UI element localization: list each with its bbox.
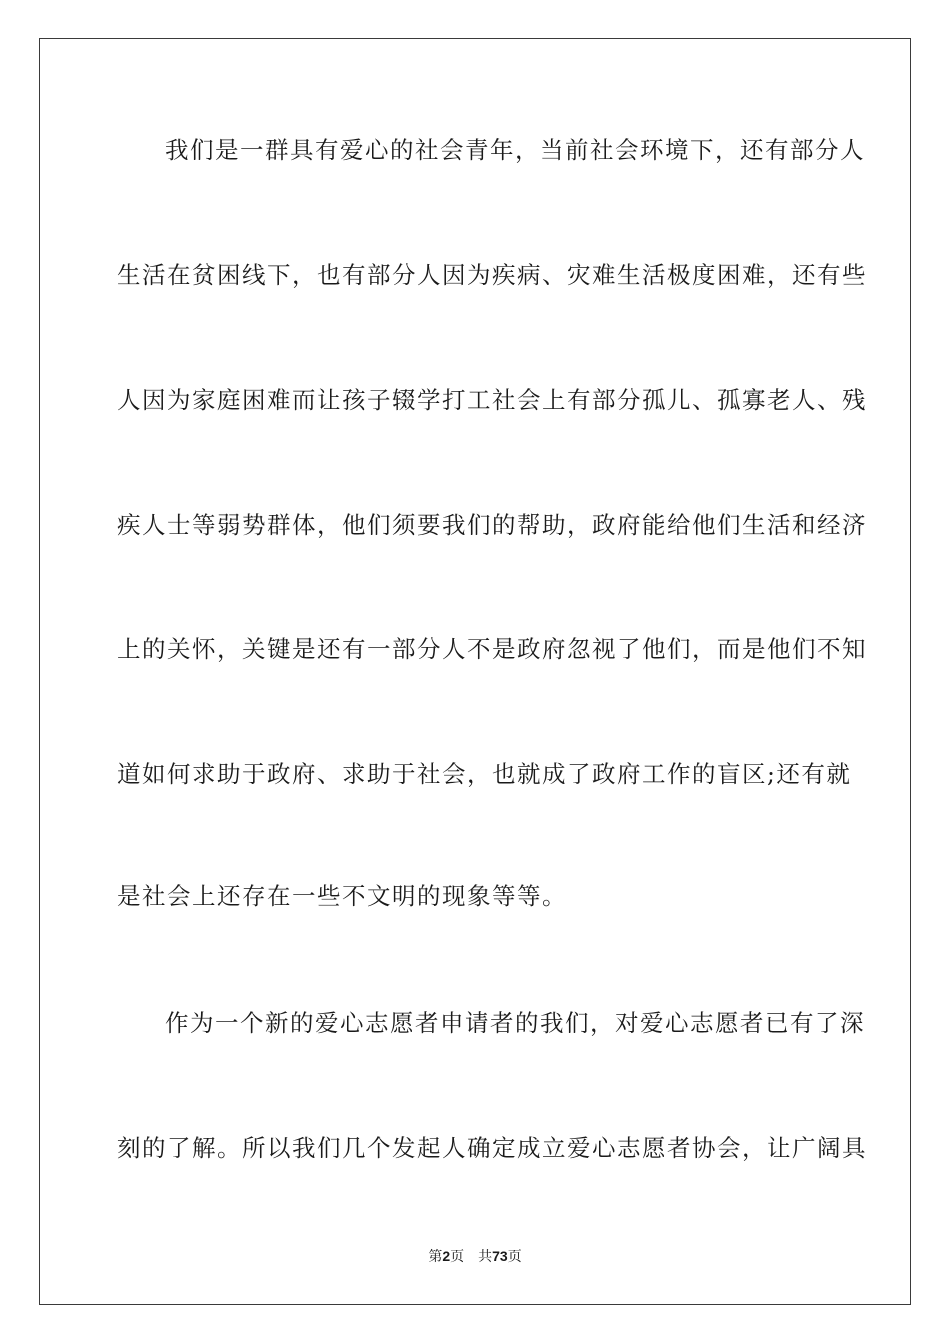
paragraph-1-line-1: 我们是一群具有爱心的社会青年，当前社会环境下，还有部分人 [165,136,865,164]
page-prefix: 第 [428,1249,443,1265]
total-prefix: 共 [478,1249,493,1265]
page-number: 2 [442,1248,451,1264]
total-pages: 73 [492,1248,508,1264]
paragraph-1-line-6: 道如何求助于政府、求助于社会，也就成了政府工作的盲区;还有就 [117,760,852,788]
paragraph-1-line-4: 疾人士等弱势群体，他们须要我们的帮助，政府能给他们生活和经济 [117,511,867,539]
paragraph-1-line-7: 是社会上还存在一些不文明的现象等等。 [117,882,567,910]
paragraph-1-line-5: 上的关怀，关键是还有一部分人不是政府忽视了他们，而是他们不知 [117,635,867,663]
page-border [39,38,911,1305]
page-suffix: 页 [450,1249,465,1265]
total-suffix: 页 [507,1249,522,1265]
paragraph-2-line-1: 作为一个新的爱心志愿者申请者的我们，对爱心志愿者已有了深 [165,1009,865,1037]
paragraph-1-line-2: 生活在贫困线下，也有部分人因为疾病、灾难生活极度困难，还有些 [117,261,867,289]
paragraph-1-line-3: 人因为家庭困难而让孩子辍学打工社会上有部分孤儿、孤寡老人、残 [117,386,867,414]
page-footer [0,1246,950,1267]
paragraph-2-line-2: 刻的了解。所以我们几个发起人确定成立爱心志愿者协会，让广阔具 [117,1134,867,1162]
